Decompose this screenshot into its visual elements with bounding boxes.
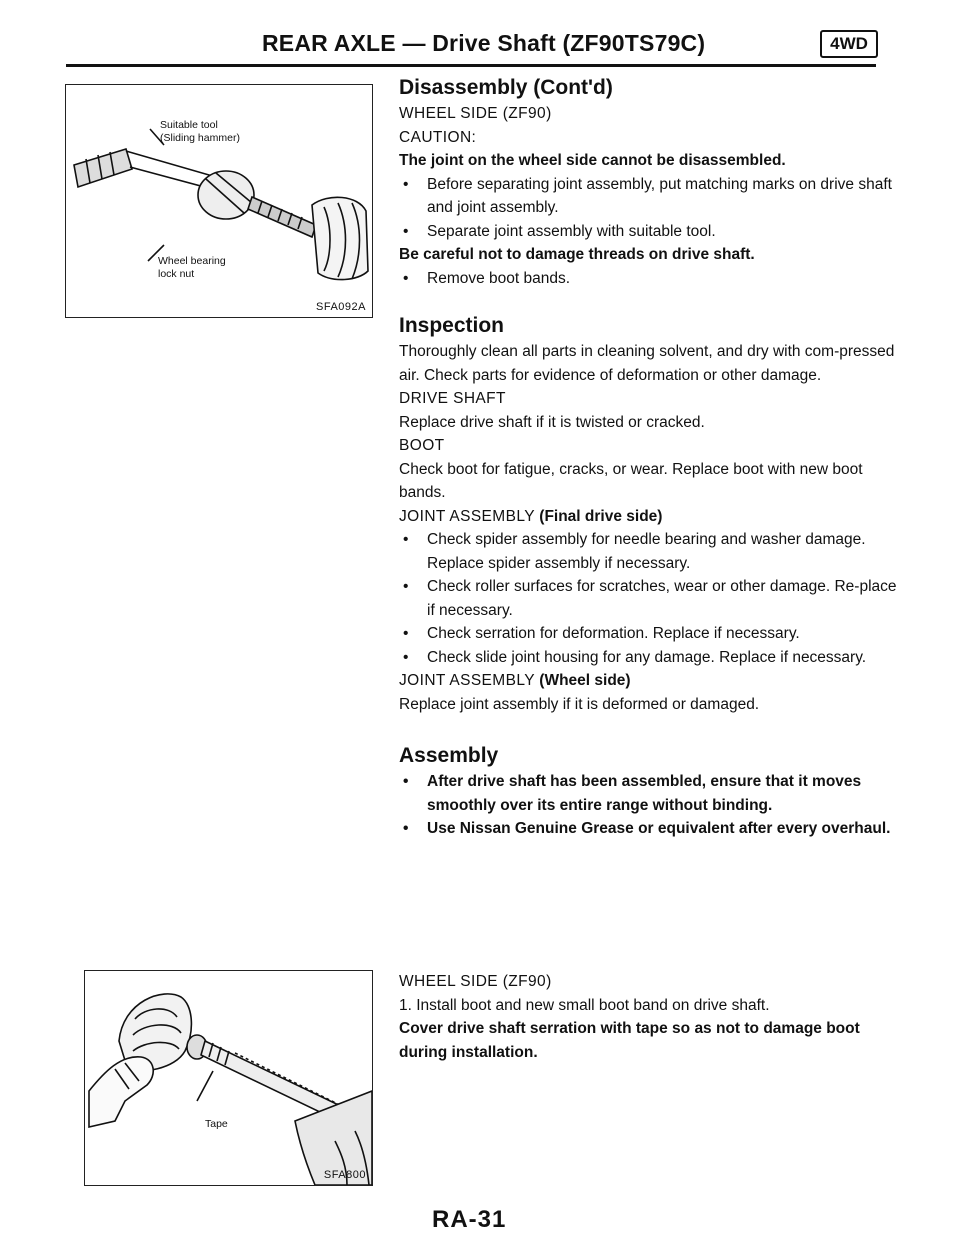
page-header-title: REAR AXLE — Drive Shaft (ZF90TS79C) <box>262 30 706 56</box>
list-item: • Check roller surfaces for scratches, wear or other damage. Re-place if necessary. <box>399 575 899 622</box>
list-item: • Check spider assembly for needle bearing and washer damage. Replace spider assembly if necessary. <box>399 528 899 575</box>
list-item: • Before separating joint assembly, put matching marks on drive shaft and joint assembly. <box>399 173 899 220</box>
joint-wheel-side-suffix: (Wheel side) <box>539 672 631 689</box>
joint-final-drive-heading <box>399 505 899 529</box>
figure-sliding-hammer <box>65 84 373 318</box>
joint-wheel-side-heading <box>399 669 899 693</box>
caution-text: The joint on the wheel side cannot be disassembled. <box>399 152 786 169</box>
inspection-heading: Inspection <box>399 314 505 337</box>
inspection-intro: Thoroughly clean all parts in cleaning solvent, and dry with com-pressed air. Check parts for evidence of deformation or other damage. <box>399 343 895 384</box>
tape-note: Cover drive shaft serration with tape so as not to damage boot during installation. <box>399 1020 860 1061</box>
caution-label: CAUTION: <box>399 128 477 146</box>
joint-assembly-label: JOINT ASSEMBLY <box>399 507 535 525</box>
wheel-side-subheading: WHEEL SIDE (ZF90) <box>399 105 552 122</box>
boot-text: Check boot for fatigue, cracks, or wear. Replace boot with new boot bands. <box>399 460 863 501</box>
step-1: 1. Install boot and new small boot band on drive shaft. <box>399 996 770 1014</box>
list-item: • Separate joint assembly with suitable tool. <box>399 220 899 244</box>
disassembly-section <box>399 74 899 290</box>
tape-illustration <box>85 971 372 1185</box>
drive-type-badge: 4WD <box>820 30 878 58</box>
label-tape: Tape <box>205 1118 228 1130</box>
list-item: • After drive shaft has been assembled, ensure that it moves smoothly over its entire range without binding. <box>399 770 899 817</box>
drive-shaft-label: DRIVE SHAFT <box>399 390 506 407</box>
assembly-section <box>399 742 899 841</box>
joint-final-drive-suffix: (Final drive side) <box>539 507 663 525</box>
boot-label: BOOT <box>399 437 445 454</box>
figure2-code: SFA800 <box>323 1169 366 1181</box>
list-item: • Check slide joint housing for any damage. Replace if necessary. <box>399 646 899 670</box>
list-item: • Use Nissan Genuine Grease or equivalent after every overhaul. <box>399 817 899 841</box>
label-suitable-tool: Suitable tool (Sliding hammer) <box>160 119 240 144</box>
joint-assembly-label: JOINT ASSEMBLY <box>399 672 535 689</box>
figure-tape-serration <box>84 970 373 1186</box>
wheel-side-heading: WHEEL SIDE (ZF90) <box>399 973 552 990</box>
list-item: • Check serration for deformation. Replace if necessary. <box>399 622 899 646</box>
joint-wheel-side-text: Replace joint assembly if it is deformed or damaged. <box>399 695 760 713</box>
page-number: RA-31 <box>432 1206 507 1233</box>
assembly-heading: Assembly <box>399 744 499 767</box>
caution-note: Be careful not to damage threads on drive shaft. <box>399 246 755 263</box>
header-rule <box>66 64 876 67</box>
wheel-side-assembly-section <box>399 970 899 1064</box>
list-item: • Remove boot bands. <box>399 267 899 291</box>
label-wheel-bearing-lock-nut: Wheel bearing lock nut <box>158 255 226 280</box>
drive-shaft-text: Replace drive shaft if it is twisted or cracked. <box>399 413 705 431</box>
disassembly-heading: Disassembly (Cont'd) <box>399 76 613 99</box>
figure1-code: SFA092A <box>316 301 366 313</box>
inspection-section <box>399 312 899 716</box>
